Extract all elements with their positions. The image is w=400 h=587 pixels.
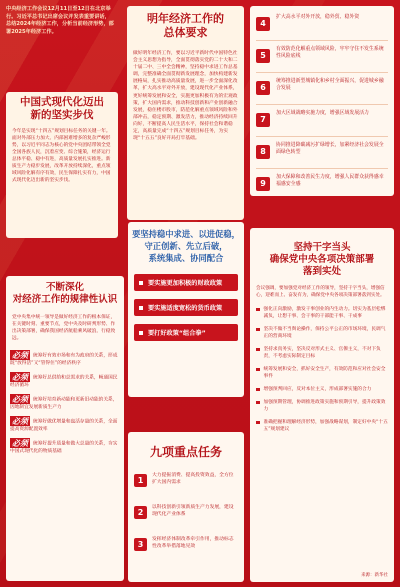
requirements-title: 明年经济工作的 总体要求 bbox=[147, 12, 224, 39]
modernization-card bbox=[6, 92, 118, 238]
bullet-square-icon bbox=[139, 281, 143, 285]
implement-item bbox=[256, 346, 388, 360]
must-label: 必须 bbox=[12, 416, 28, 426]
policy-list bbox=[128, 264, 244, 341]
must-text: 统筹好总供给和总需求的关系，畅通国民经济循环 bbox=[10, 375, 118, 388]
task-text: 有效防范化解重点领域风险，牢牢守住不发生系统性风险底线 bbox=[276, 46, 384, 59]
task-row bbox=[256, 107, 388, 137]
task-number: 9 bbox=[256, 177, 270, 191]
implement-item-text: 坚决不做不当舆论操作，保持公平公正的市场环境，民调气正的营商环境 bbox=[263, 326, 386, 339]
right-tasks-list bbox=[250, 6, 394, 196]
bullet-square-icon bbox=[139, 306, 143, 310]
bullet-square-icon bbox=[256, 421, 260, 425]
implement-title: 坚持干字当头 确保党中央各项决策部署 落到实处 bbox=[269, 242, 375, 277]
policy-card bbox=[128, 222, 244, 397]
understanding-title: 不断深化 对经济工作的规律性认识 bbox=[12, 282, 118, 305]
task-number: 7 bbox=[256, 113, 270, 127]
implement-item-text: 增强预判回应，反对本位主义，形成部署实施的合力 bbox=[263, 386, 372, 392]
bullet-square-icon bbox=[256, 401, 260, 405]
key-tasks-list bbox=[128, 460, 244, 558]
implement-body: 会议强调，要加强党对经济工作的领导，坚持干字当头，增强信心，迎难而上、奋发有为，确保党中央各项决策部署落到实处。 bbox=[256, 286, 385, 298]
task-number: 8 bbox=[256, 145, 270, 159]
implement-item-text: 坚持求真务实，坚决反对形式主义、官僚主义，不对下负责，不考虑实际制定目标 bbox=[263, 346, 381, 359]
implement-item bbox=[256, 386, 388, 393]
task-row bbox=[256, 171, 388, 196]
must-item bbox=[10, 372, 120, 389]
must-item bbox=[10, 438, 120, 455]
implement-list bbox=[250, 300, 394, 433]
key-tasks-title: 九项重点任务 bbox=[149, 445, 222, 459]
key-task-row bbox=[134, 534, 238, 558]
understanding-body: 党中央集中统一领导是做好经济工作的根本保证，在关键时刻、重要节点，党中央及时研判形势、作出决策部署，确保我国经济航船乘风破浪、行稳致远。 bbox=[12, 315, 116, 341]
must-text: 统筹好有效市场和有为政府的关系，形成既“放得活”又“管得住”的经济秩序 bbox=[10, 353, 118, 366]
task-row bbox=[256, 11, 388, 41]
must-text: 统筹好提升质量和做大总量的关系，夯实中国式现代化的物质基础 bbox=[10, 441, 118, 454]
task-row bbox=[256, 75, 388, 105]
must-label: 必须 bbox=[12, 394, 28, 404]
must-label: 必须 bbox=[12, 372, 28, 382]
implement-item-text: 强化正向激励，激发干事创业的内生动力。切实为基层松绑减负，让想干事、会干事的干部能干事、干成事 bbox=[263, 306, 386, 319]
key-task-row bbox=[134, 470, 238, 494]
key-task-text: 以科技创新引领新质生产力发展，建设现代化产业体系 bbox=[152, 505, 234, 517]
key-task-number: 3 bbox=[134, 538, 147, 551]
credit: 来源：新华社 bbox=[361, 573, 388, 578]
modernization-body: 今年是实现“十四五”规划目标任务的关键一年。面对外部压力加大、内部困难增多的复杂严峻形势，以习近平同志为核心的党中央团结带领全党全国各族人民，沉着应变、综合施策，经济运行总体平稳、稳中有进，高质量发展扎实推进。新质生产力稳步发展，改革开放持续深化，重点领域风险化解有序有效，民生保障扎实有力，中国式现代化迈出新的坚实步伐。 bbox=[12, 129, 111, 183]
must-label: 必须 bbox=[12, 350, 28, 360]
key-task-row bbox=[134, 502, 238, 526]
task-text: 加大区域战略实施力度，增强区域发展活力 bbox=[276, 110, 369, 116]
must-item bbox=[10, 350, 120, 367]
task-text: 协同推进降碳减污扩绿增长，加紧经济社会发展全面绿色转型 bbox=[276, 142, 384, 155]
implement-card bbox=[250, 228, 394, 582]
requirements-body: 做好明年经济工作，要以习近平新时代中国特色社会主义思想为指导，全面贯彻落实党的二十大和二十届二中、三中全会精神，坚持稳中求进工作总基调，完整准确全面贯彻新发展理念，加快构建新发展格局，扎实推动高质量发展，进一步全面深化改革，扩大高水平对外开放，建设现代化产业体系，更好统筹发展和安全，实施更加积极有为的宏观政策，扩大国内需求，推动科技创新和产业创新融合发展，稳住楼市股市，防范化解重点领域风险和外部冲击，稳定预期、激发活力，推动经济持续回升向好，不断提高人民生活水平，保持社会和谐稳定，高质量完成“十四五”规划目标任务，为实现“十五五”良好开局打牢基础。 bbox=[133, 51, 238, 142]
key-task-number: 2 bbox=[134, 506, 147, 519]
bullet-square-icon bbox=[256, 328, 260, 332]
implement-item bbox=[256, 306, 388, 320]
implement-item-text: 准确把握和理解经济形势，加强战略谋划，制定好中央“十五五”规划建议 bbox=[263, 419, 388, 432]
bullet-square-icon bbox=[139, 331, 143, 335]
bullet-square-icon bbox=[256, 368, 260, 372]
bullet-square-icon bbox=[256, 348, 260, 352]
key-task-number: 1 bbox=[134, 474, 147, 487]
policy-item bbox=[134, 324, 238, 341]
requirements-card bbox=[127, 6, 244, 220]
task-number: 4 bbox=[256, 17, 270, 31]
bullet-square-icon bbox=[256, 308, 260, 312]
implement-item-text: 统筹发展和安全，抓好安全生产，有效防范和应对社会安全事件 bbox=[263, 366, 386, 379]
policy-item-text: 要实施更加积极的财政政策 bbox=[148, 280, 223, 287]
must-item bbox=[10, 416, 120, 433]
task-number: 5 bbox=[256, 49, 270, 63]
task-row bbox=[256, 43, 388, 73]
understanding-card bbox=[6, 276, 124, 581]
task-text: 扩大高水平对外开放，稳外贸、稳外资 bbox=[276, 14, 360, 20]
policy-item-text: 要打好政策“组合拳” bbox=[148, 330, 206, 337]
must-item bbox=[10, 394, 120, 411]
implement-item bbox=[256, 366, 388, 380]
policy-title: 要坚持稳中求进、以进促稳， 守正创新、先立后破， 系统集成、协同配合 bbox=[132, 229, 240, 263]
intro-block bbox=[6, 6, 114, 36]
key-task-text: 发挥经济体制改革牵引作用，推动标志性改革举措落地见效 bbox=[152, 537, 234, 549]
task-number: 6 bbox=[256, 81, 270, 95]
key-tasks-card bbox=[128, 432, 244, 582]
implement-item-text: 加强预期管理，协调推进政策实施和预期引导，提升政策效力 bbox=[263, 399, 386, 412]
intro-text: 中央经济工作会议12月11日至12日在北京举行。习近平总书记出席会议并发表重要讲话，总结2024年经济工作，分析当前经济形势，部署2025年经济工作。 bbox=[6, 6, 114, 35]
modernization-title: 中国式现代化迈出 新的坚实步伐 bbox=[20, 96, 104, 121]
must-label: 必须 bbox=[12, 438, 28, 448]
key-task-text: 大力提振消费、提高投资效益，全方位扩大国内需求 bbox=[152, 473, 234, 485]
must-text: 统筹好培育新动能和更新旧动能的关系，因地制宜发展新质生产力 bbox=[10, 397, 118, 410]
right-tasks-card bbox=[250, 6, 394, 196]
must-text: 统筹好做优增量和盘活存量的关系，全面提高资源配置效率 bbox=[10, 419, 118, 432]
task-text: 统筹推进新型城镇化和乡村全面振兴，促进城乡融合发展 bbox=[276, 78, 384, 91]
task-text: 加大保障和改善民生力度，增强人民群众获得感幸福感安全感 bbox=[276, 174, 384, 187]
policy-item bbox=[134, 299, 238, 316]
policy-item bbox=[134, 274, 238, 291]
implement-item bbox=[256, 399, 388, 413]
musts-list bbox=[6, 342, 124, 455]
policy-item-text: 要实施适度宽松的货币政策 bbox=[148, 305, 223, 312]
implement-item bbox=[256, 326, 388, 340]
bullet-square-icon bbox=[256, 388, 260, 392]
implement-item bbox=[256, 419, 388, 433]
task-row bbox=[256, 139, 388, 169]
